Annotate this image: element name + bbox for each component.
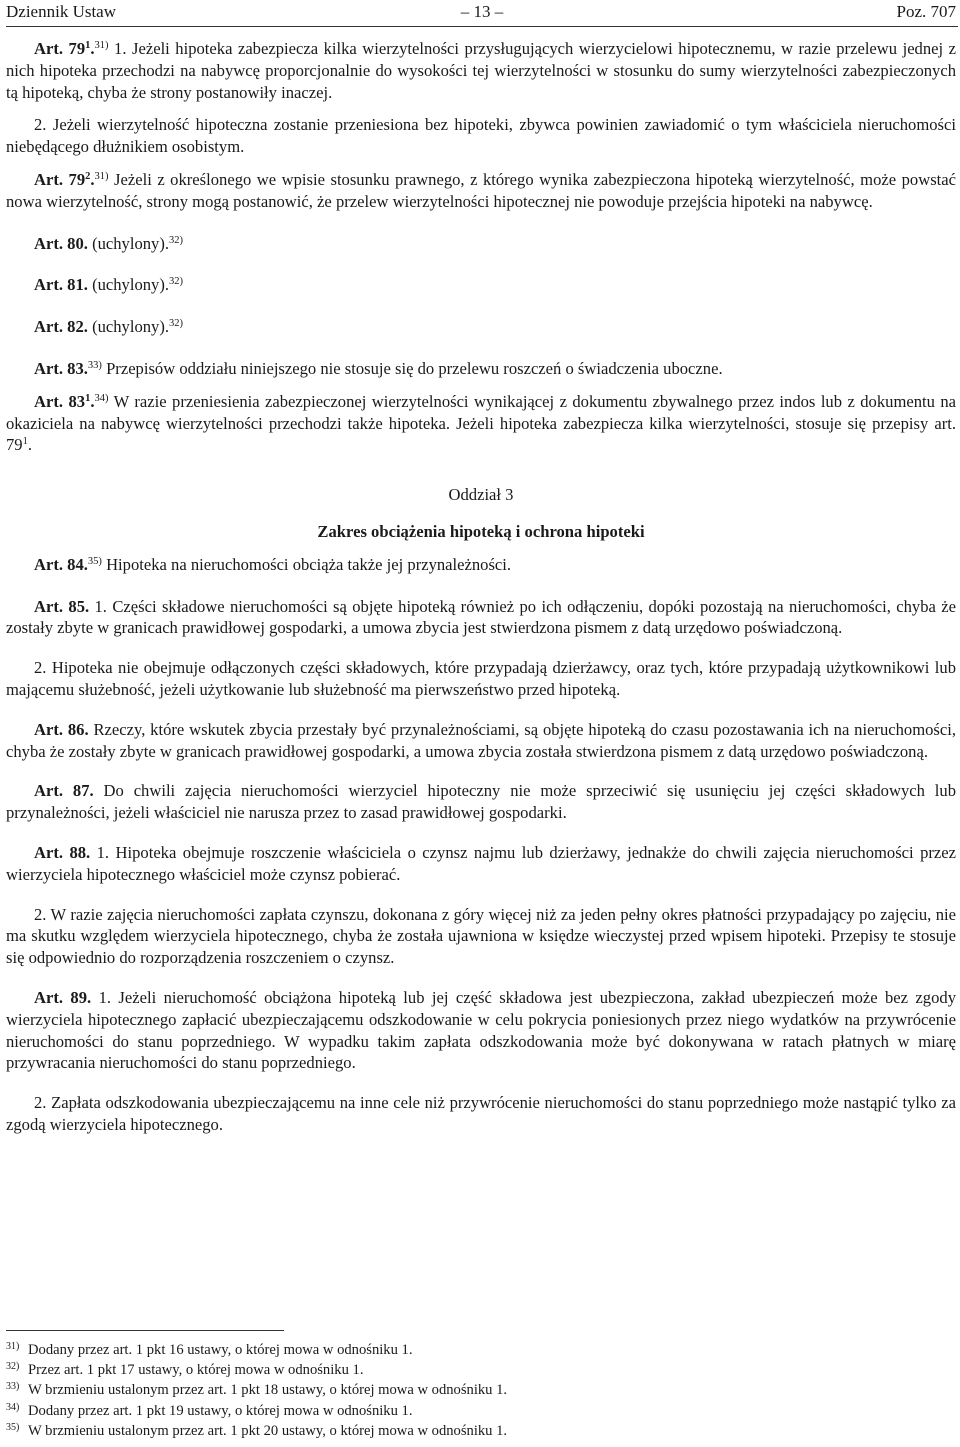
footnote-ref: 34) [94, 392, 109, 404]
header-rule [6, 26, 958, 27]
article-label: Art. 87. [34, 781, 94, 801]
document-body [6, 38, 956, 1136]
article-89-para-1: Art. 89. 1. Jeżeli nieruchomość obciążona hipoteką lub jej część składowa jest ubezpieczona, zakład ubezpieczeń może bez zgody wierzyciela hipotecznego zapłacić ubezpieczającemu odszkodowanie w celu pokrycia poniesionych przez niego wydatków na przywrócenie nieruchomości do stanu poprzedniego. W wypadku takim zapłata odszkodowania może być dokonywana w ratach płatnych w miarę przywracania nieruchomości do stanu poprzedniego. [6, 987, 956, 1073]
article-79-1-para-2: 2. Jeżeli wierzytelność hipoteczna zostanie przeniesiona bez hipoteki, zbywca powinien zawiadomić o tym właściciela nieruchomości niebędącego dłużnikiem osobistym. [6, 115, 956, 157]
footnote-ref: 31) [94, 170, 109, 182]
footnote [6, 1380, 507, 1400]
footnote [6, 1421, 507, 1441]
footnote [6, 1360, 507, 1380]
article-label: Art. 82. [34, 317, 88, 337]
article-label: Art. 85. [34, 596, 90, 616]
footnote-text: Dodany przez art. 1 pkt 19 ustawy, o której mowa w odnośniku 1. [28, 1402, 413, 1419]
article-label: Art. $79^1$. [34, 39, 95, 58]
page-header [6, 0, 958, 26]
article-label: Art. 83. [34, 358, 88, 378]
footnote-ref: 31) [94, 40, 109, 51]
footnote-number: 34) [6, 1401, 20, 1413]
position-number: Poz. 707 [896, 2, 956, 21]
footnote-number: 33) [6, 1381, 20, 1393]
footnote-number: 35) [6, 1421, 20, 1433]
page-number: – 13 – [460, 2, 504, 21]
article-label: Art. $83^1$. [34, 391, 95, 411]
footnote-rule [6, 1330, 284, 1331]
footnote [6, 1340, 507, 1360]
footnote-ref: 35) [87, 555, 102, 567]
section-title: Oddział 3 [448, 485, 514, 505]
article-88-para-1: Art. 88. 1. Hipoteka obejmuje roszczenie właściciela o czynsz najmu lub dzierżawy, jednakże do chwili zajęcia nieruchomości przez wierzyciela hipotecznego właściciel może czynsz pobierać. [6, 842, 956, 884]
article-81: Art. 81. (uchylony).$^{32)}$ [34, 275, 184, 295]
article-88-para-2: 2. W razie zajęcia nieruchomości zapłata czynszu, dokonana z góry więcej niż za jeden pełny okres płatności przypadający po zajęciu, nie ma skutku względem wierzyciela hipotecznego, chyba że została ujawniona w księdze wieczystej przed wpisem hipoteki. Przepisy te stosuje się odpowiednio do rozporządzenia roszczeniem o czynsz. [6, 904, 956, 968]
footnote [6, 1401, 507, 1421]
footnote-text: Przez art. 1 pkt 17 ustawy, o której mowa w odnośniku 1. [28, 1362, 364, 1379]
article-label: Art. 84. [34, 554, 88, 574]
article-83-1: Art. $83^1.^{34)}$ W razie przeniesienia zabezpieczonej wierzytelności wynikającej z dokumentu zbywalnego przez indos lub z dokumentu na okaziciela na nabywcę wierzytelności przechodzi także hipoteka. Jeżeli hipoteka zabezpiecza kilka wierzytelności, stosuje się przepisy art. $79^1$. [6, 391, 957, 455]
article-85-para-1: Art. 85. 1. Części składowe nieruchomości są objęte hipoteką również po ich odłączeniu, dopóki pozostają na nieruchomości, chyba że zostały zbyte w granicach prawidłowej gospodarki, a umowa zbycia jest stwierdzona pismem z datą urzędowo poświadczoną. [6, 596, 956, 638]
article-80: Art. 80. (uchylony).$^{32)}$ [34, 233, 184, 253]
article-83: Art. 83.$^{33)}$ Przepisów oddziału niniejszego nie stosuje się do przelewu roszczeń o świadczenia uboczne. [34, 358, 723, 378]
article-label: Art. 88. [34, 842, 91, 862]
footnote-ref: 32) [169, 234, 184, 246]
footnote-text: W brzmieniu ustalonym przez art. 1 pkt 18 ustawy, o której mowa w odnośniku 1. [28, 1382, 508, 1399]
footnote-ref: 32) [169, 318, 184, 330]
section-subtitle: Zakres obciążenia hipoteką i ochrona hipoteki [317, 521, 645, 541]
article-86: Art. 86. Rzeczy, które wskutek zbycia przestały być przynależnościami, są objęte hipoteką do czasu pozostawania ich na nieruchomości, chyba że zostały zbyte w granicach prawidłowej gospodarki, a umowa zbycia została stwierdzona pismem z datą urzędowo poświadczoną. [6, 719, 956, 761]
publication-name: Dziennik Ustaw [6, 2, 117, 21]
document-page [6, 0, 958, 1439]
footnote-number: 31) [6, 1341, 20, 1352]
article-87: Art. 87. Do chwili zajęcia nieruchomości wierzyciel hipoteczny nie może sprzeciwić się usunięciu jej części składowych lub przynależności, jeżeli właściciel nie narusza przez to zasad prawidłowej gospodarki. [6, 781, 956, 823]
article-85-para-2: 2. Hipoteka nie obejmuje odłączonych części składowych, które przypadają dzierżawcy, oraz tych, które przypadają użytkownikowi lub mającemu służebność, jeżeli użytkowanie lub służebność ma pierwszeństwo przed hipoteką. [6, 658, 956, 699]
article-79-2: Art. $79^2.^{31)}$ Jeżeli z określonego we wpisie stosunku prawnego, z którego wynika zabezpieczona hipoteką wierzytelność, może powstać nowa wierzytelność, strony mogą postanowić, że przelew wierzytelności hipotecznej nie powoduje przejścia hipoteki na nabywcę. [6, 169, 956, 211]
footnote-text: W brzmieniu ustalonym przez art. 1 pkt 20 ustawy, o której mowa w odnośniku 1. [28, 1422, 508, 1439]
article-89-para-2: 2. Zapłata odszkodowania ubezpieczającemu na inne cele niż przywrócenie nieruchomości do stanu poprzedniego może nastąpić tylko za zgodą wierzyciela hipotecznego. [6, 1093, 956, 1134]
article-82: Art. 82. (uchylony).$^{32)}$ [34, 317, 184, 337]
footnote-ref: 32) [169, 276, 184, 288]
article-label: Art. 80. [34, 233, 88, 253]
footnote-ref: 33) [87, 359, 102, 371]
article-label: Art. $79^2$. [34, 169, 95, 189]
footnote-number: 32) [6, 1361, 20, 1373]
article-label: Art. 89. [34, 987, 92, 1007]
article-label: Art. 81. [34, 275, 88, 295]
footnote-text: Dodany przez art. 1 pkt 16 ustawy, o której mowa w odnośniku 1. [28, 1342, 413, 1358]
article-label: Art. 86. [34, 719, 89, 739]
footnotes [6, 1340, 507, 1441]
article-84: Art. 84.$^{35)}$ Hipoteka na nieruchomości obciąża także jej przynależności. [34, 554, 512, 574]
article-79-1-para-1: Art. $79^1.^{31)}$ 1. Jeżeli hipoteka zabezpiecza kilka wierzytelności przysługujących wierzycielowi hipotecznemu, w razie przelewu jednej z nich hipoteka przechodzi na nabywcę proporcjonalnie do wysokości tej wierzytelności w stosunku do sumy wierzytelności zabezpieczonych tą hipoteką, chyba że strony postanowiły inaczej. [6, 39, 957, 102]
